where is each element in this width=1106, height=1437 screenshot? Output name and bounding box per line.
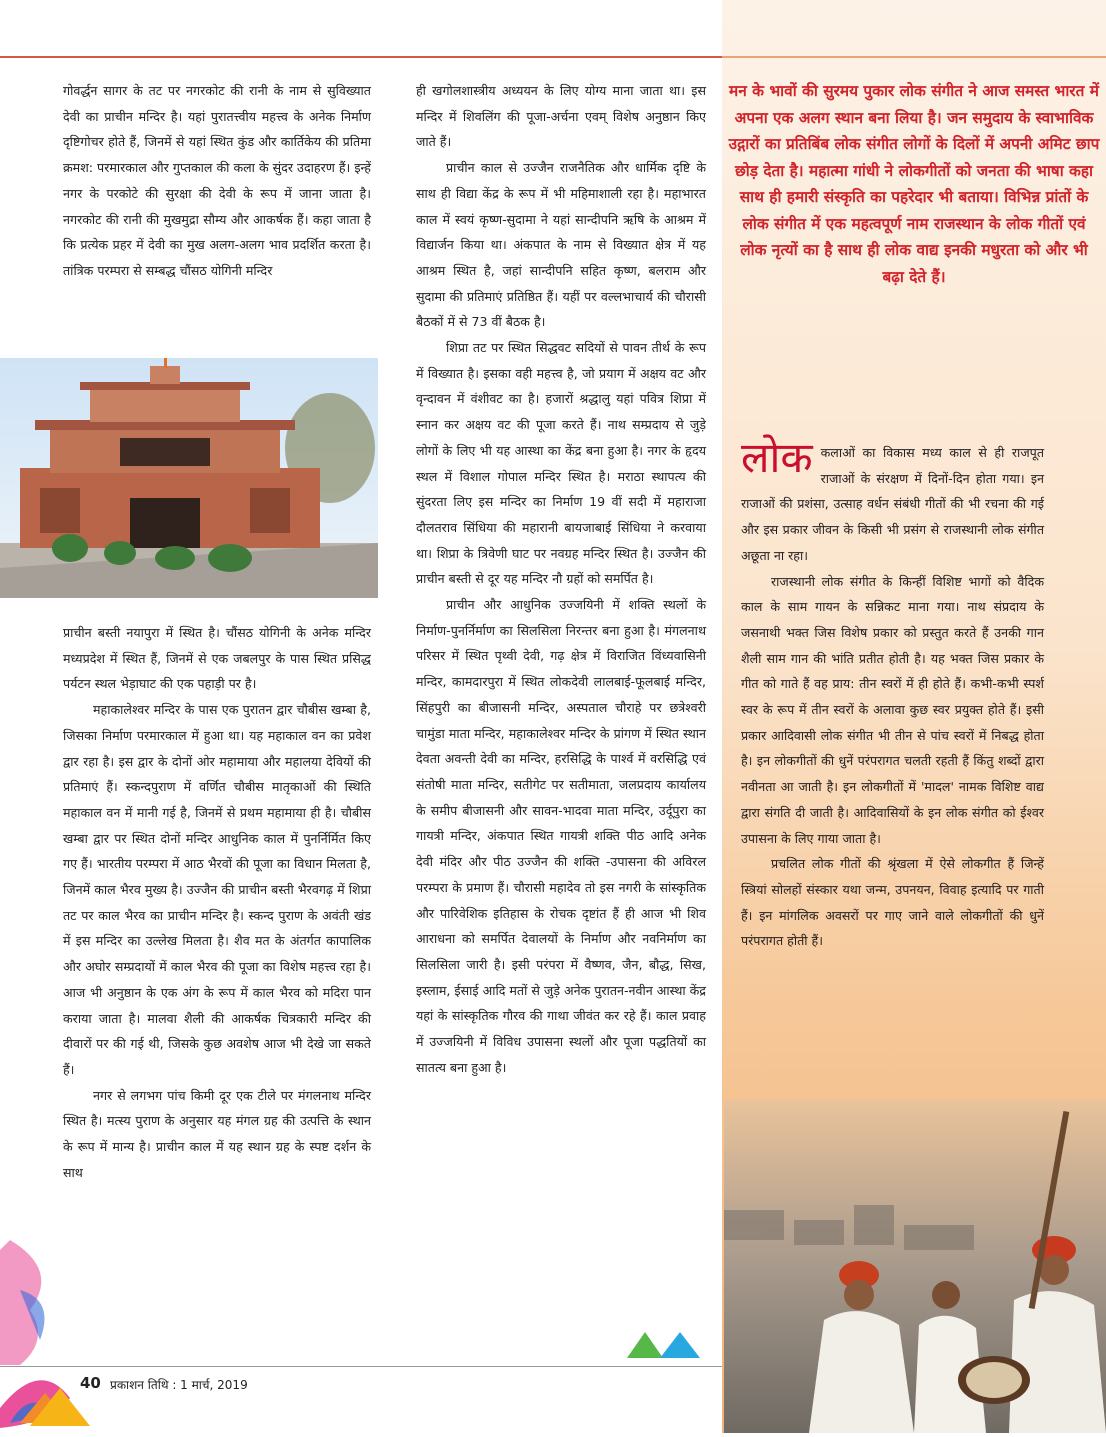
paragraph: ही खगोलशास्त्रीय अध्ययन के लिए योग्य माना जाता था। इस मन्दिर में शिवलिंग की पूजा-अर्चना एवम् विशेष अनुष्ठान किए जाते हैं। <box>416 83 706 150</box>
paint-splash-icon <box>0 1230 70 1370</box>
paragraph: प्रचलित लोक गीतों की श्रृंखला में ऐसे लोकगीत हैं जिन्हें स्त्रियां सोलहों संस्कार यथा जन्म, उपनयन, विवाह इत्यादि पर गाती हैं। इन मांगलिक अवसरों पर गाए जाने वाले लोकगीतों की धुनें परंपरागत होती हैं। <box>741 856 1044 949</box>
top-rule <box>0 56 722 58</box>
column-3 <box>741 433 1044 954</box>
pull-quote: मन के भावों की सुरमय पुकार लोक संगीत ने आज समस्त भारत में अपना एक अलग स्थान बना लिया है। जन समुदाय के स्वाभाविक उद्गारों का प्रतिबिंब लोक संगीत लोगों के दिलों में अपनी अमिट छाप छोड़ देता है। महात्मा गांधी ने लोकगीतों को जनता की भाषा कहा साथ ही हमारी संस्कृति का पहरेदार भी बताया। विभिन्न प्रांतों के लोक संगीत में एक महत्वपूर्ण नाम राजस्थान के लोक गीतों एवं लोक नृत्यों का है साथ ही लोक वाद्य इनकी मधुरता को और भी बढ़ा देते हैं। <box>728 82 1100 286</box>
paragraph: गोवर्द्धन सागर के तट पर नगरकोट की रानी के नाम से सुविख्यात देवी का प्राचीन मन्दिर है। यहां पुरातत्त्वीय महत्त्व के अनेक निर्माण दृष्टिगोचर होते हैं, जिनमें से यहां स्थित कुंड और कार्तिकेय की प्रतिमा क्रमश: परमारकाल और गुप्तकाल की कला के सुंदर उदाहरण हैं। इन्हें नगर के परकोटे की सुरक्षा की देवी के रूप में जाना जाता है। नगरकोट की रानी की मुखमुद्रा सौम्य और आकर्षक हैं। कहा जाता है कि प्रत्येक प्रहर में देवी का मुख अलग-अलग भाव प्रदर्शित करता है। तांत्रिक परम्परा से सम्बद्ध चौंसठ योगिनी मन्दिर <box>63 83 371 278</box>
footer-decoration <box>0 1368 722 1433</box>
column-1-bottom <box>63 620 371 1185</box>
drop-cap: लोक <box>741 433 813 482</box>
paragraph: प्राचीन बस्ती नयापुरा में स्थित है। चौंसठ योगिनी के अनेक मन्दिर मध्यप्रदेश में स्थित हैं, जिनमें से एक जबलपुर के पास स्थित प्रसिद्ध पर्यटन स्थल भेड़ाघाट की एक पहाड़ी पर है। <box>63 625 371 692</box>
page-number: 40 <box>80 1374 101 1392</box>
folk-musicians-photo <box>724 1100 1106 1433</box>
column-2 <box>416 78 706 1080</box>
paragraph-first <box>741 433 1044 569</box>
paragraph: शिप्रा तट पर स्थित सिद्धवट सदियों से पावन तीर्थ के रूप में विख्यात है। इसका वही महत्त्व है, जो प्रयाग में अक्षय वट और वृन्दावन में वंशीवट का है। हजारों श्रद्धालु यहां पवित्र शिप्रा में स्नान कर अक्षय वट की पूजा करते हैं। नाथ सम्प्रदाय से जुड़े लोगों के लिए भी यह आस्था का केंद्र बना हुआ है। नगर के हृदय स्थल में विशाल गोपाल मन्दिर स्थित है। मराठा स्थापत्य की सुंदरता लिए इस मन्दिर का निर्माण 19 वीं सदी में महाराजा दौलतराव सिंधिया की महारानी बायजाबाई सिंधिया ने करवाया था। शिप्रा के त्रिवेणी घाट पर नवग्रह मन्दिर स्थित है। उज्जैन की प्राचीन बस्ती से दूर यह मन्दिर नौ ग्रहों को समर्पित है। <box>416 340 706 587</box>
paragraph: राजस्थानी लोक संगीत के किन्हीं विशिष्ट भागों को वैदिक काल के साम गायन के सन्निकट माना गया। नाथ संप्रदाय के जसनाथी भक्त जिस विशेष प्रकार को प्रस्तुत करते हैं उनकी गान शैली साम गान की भांति प्रतीत होती है। यह भक्त जिस प्रकार के गीत को गाते हैं वह प्राय: तीन स्वरों में ही होते हैं। कभी-कभी स्पर्श स्वर के रूप में तीन स्वरों के अलावा कुछ स्वर प्रयुक्त होते हैं। इसी प्रकार आदिवासी लोक संगीत भी तीन से पांच स्वरों में निबद्ध होता है। इन लोकगीतों की धुनें परंपरागत चलती रहती हैं किंतु शब्दों द्वारा नवीनता आ जाती है। इन लोकगीतों में 'मादल' नामक विशिष्ट वाद्य द्वारा संगति दी जाती है। आदिवासियों के इन लोक संगीत को ईश्वर उपासना के लिए गाया जाता है। <box>741 573 1044 846</box>
paragraph: नगर से लगभग पांच किमी दूर एक टीले पर मंगलनाथ मन्दिर स्थित है। मत्स्य पुराण के अनुसार यह मंगल ग्रह की उत्पत्ति के स्थान के रूप में मान्य है। प्राचीन काल में यह स्थान ग्रह के स्पष्ट दर्शन के साथ <box>63 1087 371 1180</box>
paragraph: महाकालेश्वर मन्दिर के पास एक पुरातन द्वार चौबीस खम्बा है, जिसका निर्माण परमारकाल में हुआ था। यह महाकाल वन का प्रवेश द्वार रहा है। इस द्वार के दोनों ओर महामाया और महालया देवियों की प्रतिमाएं हैं। स्कन्दपुराण में वर्णित चौबीस मातृकाओं की स्थिति महाकाल वन में मानी गई है, जिनमें से प्रथम महामाया ही है। चौबीस खम्बा द्वार पर स्थित दोनों मन्दिर आधुनिक काल में पुनर्निर्मित किए गए हैं। भारतीय परम्परा में आठ भैरवों की पूजा का विधान मिलता है, जिनमें काल भैरव मुख्य है। उज्जैन की प्राचीन बस्ती भैरवगढ़ में शिप्रा तट पर काल भैरव का प्राचीन मन्दिर है। स्कन्द पुराण के अवंती खंड में इस मन्दिर का उल्लेख मिलता है। शैव मत के अंतर्गत कापालिक और अघोर सम्प्रदायों में काल भैरव की पूजा का विशेष महत्त्व रहा है। आज भी अनुष्ठान के एक अंग के रूप में काल भैरव को मदिरा पान कराया जाता है। मालवा शैली की आकर्षक चित्रकारी मन्दिर की दीवारों पर की गई थी, जिसके कुछ अवशेष आज भी देखे जा सकते हैं। <box>63 702 371 1077</box>
paragraph: प्राचीन और आधुनिक उज्जयिनी में शक्ति स्थलों के निर्माण-पुनर्निर्माण का सिलसिला निरन्तर बना हुआ है। मंगलनाथ परिसर में स्थित पृथ्वी देवी, गढ़ क्षेत्र में विराजित विंध्यवासिनी मन्दिर, कामदारपुरा में स्थित लोकदेवी लालबाई-फूलबाई मन्दिर, सिंहपुरी का बीजासनी मन्दिर, अस्पताल चौराहे पर छत्रेश्वरी चामुंडा माता मन्दिर, महाकालेश्वर मन्दिर के प्रांगण में स्थित स्थान देवता अवन्ती देवी का मन्दिर, हरसिद्धि के पार्श्व में वरसिद्धि एवं संतोषी माता मन्दिर, सतीगेट पर सतीमाता, जलप्रदाय कार्यालय के समीप बीजासनी और सावन-भादवा माता मन्दिर, उर्दूपुरा का गायत्री मन्दिर, अंकपात स्थित गायत्री शक्ति पीठ आदि अनेक देवी मंदिर और पीठ उज्जैन की शक्ति -उपासना की अविरल परम्परा के प्रमाण हैं। चौरासी महादेव तो इस नगरी के सांस्कृतिक और पारिवेशिक इतिहास के रोचक दृष्टांत हैं ही आज भी शिव आराधना को समर्पित देवालयों के निर्माण और नवनिर्माण का सिलसिला जारी है। इसी परंपरा में वैष्णव, जैन, बौद्ध, सिख, इस्लाम, ईसाई आदि मतों से जुड़े अनेक पुरातन-नवीन आस्था केंद्र यहां के सांस्कृतिक गौरव की गाथा जीवंत कर रहे हैं। काल प्रवाह में उज्जयिनी में विविध उपासना स्थलों और पूजा पद्धतियों का सातत्य बना हुआ है। <box>416 597 706 1075</box>
top-rule-right <box>722 56 1106 58</box>
color-powder-icon <box>625 1330 705 1362</box>
footer-rule <box>0 1366 722 1367</box>
column-1-top <box>63 78 371 284</box>
paragraph: प्राचीन काल से उज्जैन राजनैतिक और धार्मिक दृष्टि के साथ ही विद्या केंद्र के रूप में भी महिमाशाली रहा है। महाभारत काल में स्वयं कृष्ण-सुदामा ने यहां सान्दीपनि ऋषि के आश्रम में विद्यार्जन किया था। अंकपात के नाम से विख्यात क्षेत्र में यह आश्रम स्थित है, जहां सान्दीपनि सहित कृष्ण, बलराम और सुदामा की प्रतिमाएं प्रतिष्ठित हैं। यहीं पर वल्लभाचार्य की चौरासी बैठकों में से 73 वीं बैठक है। <box>416 160 706 330</box>
publication-date: प्रकाशन तिथि : 1 मार्च, 2019 <box>110 1378 248 1392</box>
paragraph-text: कलाओं का विकास मध्य काल से ही राजपूत राजाओं के संरक्षण में दिनों-दिन होता गया। इन राजाओं की प्रशंसा, उत्साह वर्धन संबंधी गीतों की भी रचना की गई और इस प्रकार जीवन के किसी भी प्रसंग से राजस्थानी लोक संगीत अछूता ना रहा। <box>741 445 1044 563</box>
temple-photo <box>0 358 378 598</box>
